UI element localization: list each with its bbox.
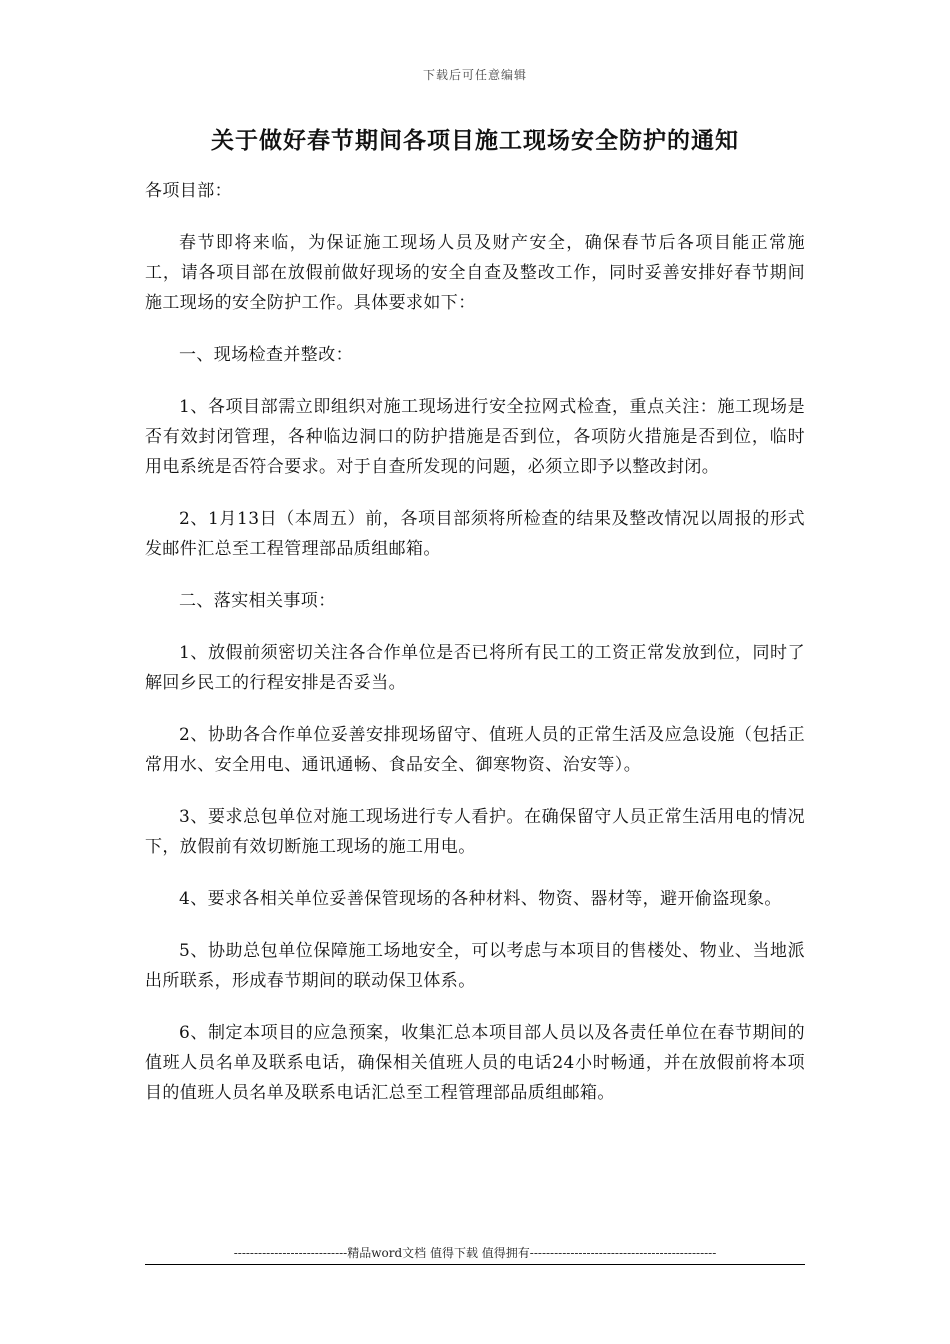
paragraph-2-5: 5、协助总包单位保障施工场地安全，可以考虑与本项目的售楼处、物业、当地派出所联系，形成春节期间的联动保卫体系。: [145, 941, 805, 991]
paragraph-1-1: 1、各项目部需立即组织对施工现场进行安全拉网式检查，重点关注：施工现场是否有效封闭管理，各种临边洞口的防护措施是否到位，各项防火措施是否到位，临时用电系统是否符合要求。对于自查所发现的问题，必须立即予以整改封闭。: [145, 397, 805, 477]
paragraph-2-3: 3、要求总包单位对施工现场进行专人看护。在确保留守人员正常生活用电的情况下，放假前有效切断施工现场的施工用电。: [145, 807, 805, 857]
document-title: 关于做好春节期间各项目施工现场安全防护的通知: [211, 127, 739, 154]
document-body: [145, 176, 805, 1130]
paragraph-2-2: 2、协助各合作单位妥善安排现场留守、值班人员的正常生活及应急设施（包括正常用水、安全用电、通讯通畅、食品安全、御寒物资、治安等）。: [145, 725, 805, 775]
salutation: 各项目部：: [145, 181, 232, 201]
paragraph-intro: 春节即将来临，为保证施工现场人员及财产安全，确保春节后各项目能正常施工，请各项目部在放假前做好现场的安全自查及整改工作，同时妥善安排好春节期间施工现场的安全防护工作。具体要求如下：: [145, 233, 805, 313]
paragraph-2-1: 1、放假前须密切关注各合作单位是否已将所有民工的工资正常发放到位，同时了解回乡民工的行程安排是否妥当。: [145, 643, 805, 693]
paragraph-1-2: 2、1月13日（本周五）前，各项目部须将所检查的结果及整改情况以周报的形式发邮件汇总至工程管理部品质组邮箱。: [145, 509, 805, 559]
section-heading-1: 一、现场检查并整改：: [179, 345, 353, 365]
paragraph-2-4: 4、要求各相关单位妥善保管现场的各种材料、物资、器材等，避开偷盗现象。: [179, 889, 782, 909]
header-note: 下载后可任意编辑: [422, 68, 527, 82]
page-footer: ----------------------------精品word文档 值得下载 值得拥有----------------------------------------------: [145, 1244, 805, 1265]
paragraph-2-6: 6、制定本项目的应急预案，收集汇总本项目部人员以及各责任单位在春节期间的值班人员名单及联系电话，确保相关值班人员的电话24小时畅通，并在放假前将本项目的值班人员名单及联系电话汇总至工程管理部品质组邮箱。: [145, 1023, 805, 1103]
section-heading-2: 二、落实相关事项：: [179, 591, 336, 611]
